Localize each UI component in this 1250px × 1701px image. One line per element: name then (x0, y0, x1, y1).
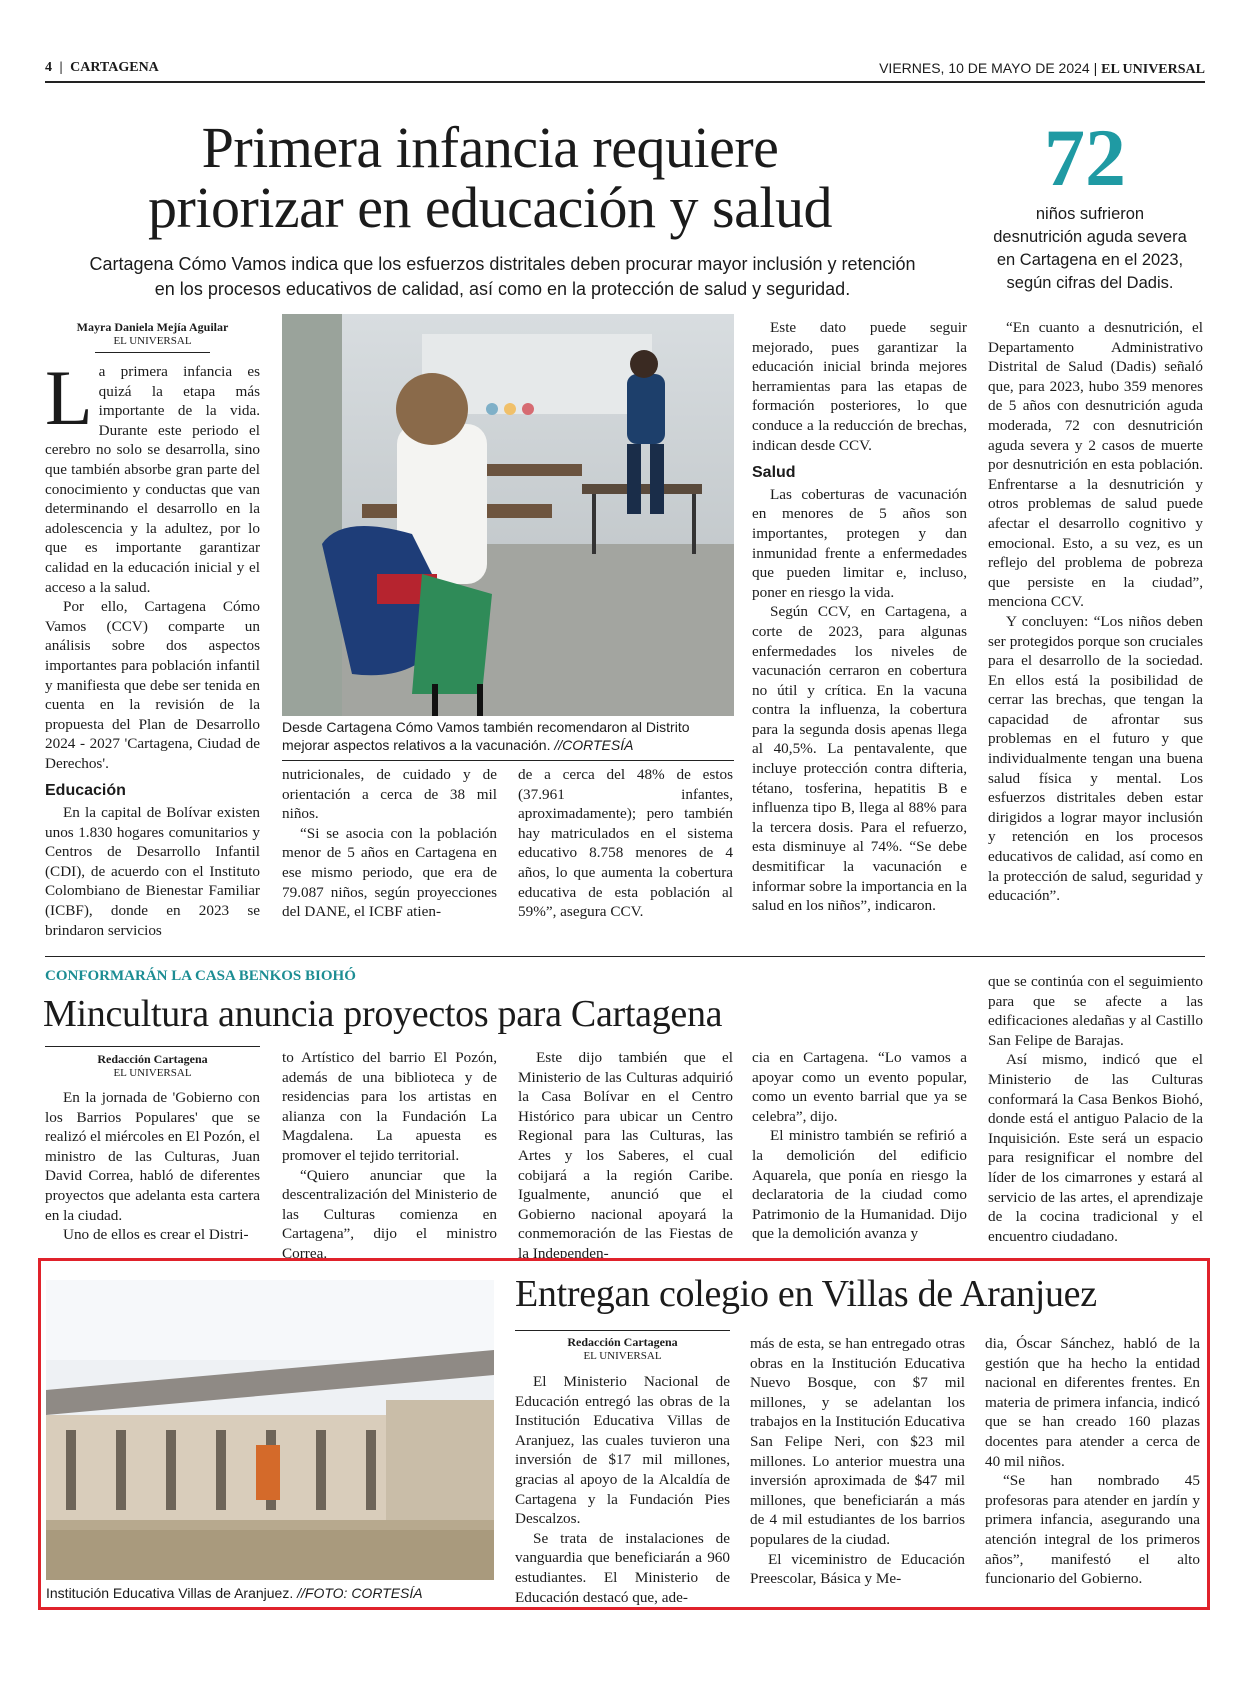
paragraph: cia en Cartagena. “Lo vamos a apoyar como un evento popular, como un evento barrial que ya se celebra”, dijo. (752, 1049, 967, 1125)
paragraph: El Ministerio Nacional de Educación entregó las obras de la Institución Educativa Villas de Aranjuez, las cuales tuvieron una inversión de $17 mil millones, gracias al apoyo de la Alcaldía de Cartagena y la Fundación Pies Descalzos. (515, 1373, 730, 1528)
byline-author: Redacción Cartagena (97, 1052, 208, 1066)
subhead-salud: Salud (752, 464, 796, 482)
byline-author: Mayra Daniela Mejía Aguilar (76, 320, 229, 334)
article3-column-1 (515, 1372, 730, 1607)
section-rule (45, 956, 1205, 957)
paragraph: que se continúa con el seguimiento para que se afecte a las edificaciones aledañas y al Castillo San Felipe de Barajas. (988, 973, 1203, 1049)
stat-text: niños sufrieron desnutrición aguda severa en Cartagena en el 2023, según cifras del Dadis. (993, 205, 1187, 292)
caption-rule (282, 760, 734, 761)
paragraph: to Artístico del barrio El Pozón, además de una biblioteca y de residencias para los artistas en alianza con la Fundación La Magdalena. La apuesta es promover el tejido territorial. (282, 1049, 497, 1164)
article1-deck (40, 252, 965, 302)
byline-author: Redacción Cartagena (567, 1335, 678, 1349)
caption-text: Institución Educativa Villas de Aranjuez. (46, 1585, 294, 1601)
article1-column-1 (45, 354, 260, 940)
paper-name: EL UNIVERSAL (1101, 62, 1205, 77)
byline-rule (95, 352, 210, 353)
classroom-photo (282, 314, 734, 716)
paragraph: Este dijo también que el Ministerio de las Culturas adquirió la Casa Bolívar en el Centro Histórico para ubicar un Centro Regional para las Culturas, las Artes y los Saberes, el cual cobijará a la región Caribe. Igualmente, anunció que el Gobierno nacional apoyará la conmemoración de las Fiestas de la Independen- (518, 1049, 733, 1262)
article3-headline: Entregan colegio en Villas de Aranjuez (515, 1273, 1097, 1315)
paragraph: dia, Óscar Sánchez, habló de la gestión que ha hecho la entidad nacional en diferentes frentes. En materia de primera infancia, indicó que se han creado 160 plazas docentes para atender a cerca de 40 mil niños. (985, 1335, 1200, 1470)
article2-column-4 (752, 1048, 967, 1244)
header-separator-2: | (1093, 60, 1098, 76)
article3-byline (515, 1335, 730, 1362)
byline-rule (45, 1046, 260, 1047)
paragraph: En la jornada de 'Gobierno con los Barrios Populares' que se realizó el miércoles en El Pozón, el ministro de las Culturas, Juan David Correa, habló de diferentes proyectos que adelanta esta cartera en la ciudad. (45, 1089, 260, 1224)
paragraph: “En cuanto a desnutrición, el Departamento Administrativo Distrital de Salud (Dadis) señaló que, para 2023, hubo 359 menores de 5 años con desnutrición aguda moderada, 72 con desnutrición aguda severa y 2 casos de muerte por desnutrición en esta población. Enfrentarse a la desnutrición y otros problemas de salud puede afectar el desarrollo cognitivo y emocional. Esto, a su vez, es un reflejo del problema de pobreza que persiste en la ciudad”, menciona CCV. (988, 319, 1203, 611)
header-separator: | (59, 60, 63, 75)
article2-column-2 (282, 1048, 497, 1264)
article1-column-3 (518, 765, 733, 922)
paragraph: de a cerca del 48% de estos (37.961 infantes, aproximadamente); pero también hay matriculados en el sistema educativo 8.758 menores de 4 años, lo que aumenta la cobertura educativa de esta población al 59%”, asegura CCV. (518, 766, 733, 921)
drop-cap: L (45, 354, 93, 441)
school-photo-caption (46, 1584, 494, 1602)
article1-headline (40, 115, 940, 240)
deck-line-1: Cartagena Cómo Vamos indica que los esfuerzos distritales deben procurar mayor inclusión y retención (89, 254, 916, 274)
paragraph: En la capital de Bolívar existen unos 1.830 hogares comunitarios y Centros de Desarrollo Infantil (CDI), de acuerdo con el Instituto Colombiano de Bienestar Familiar (ICBF), donde en 2023 se brindaron servicios (45, 804, 260, 939)
paragraph: “Se han nombrado 45 profesoras para atender en jardín y primera infancia, asegurando una atención integral de los primeros años”, manifestó el alto funcionario del Gobierno. (985, 1472, 1200, 1588)
paragraph: Y concluyen: “Los niños deben ser protegidos porque son cruciales para el desarrollo de la sociedad. En ellos está la posibilidad de cerrar las brechas, que tengan la capacidad de afrontar sus problemas en el futuro y que individualmente tengan una buena salud física y mental. Los esfuerzos distritales deben estar dirigidos a lograr mayor inclusión y retención en los procesos educativos de calidad, así como en la protección de salud, seguridad y educación”. (988, 612, 1203, 905)
paragraph: Así mismo, indicó que el Ministerio de las Culturas conformará la Casa Benkos Biohó, donde está el antiguo Palacio de la Inquisición. Este será un espacio para resignificar el nombre del líder de los cimarrones y estará al servicio de las artes, el aprendizaje de la cocina tradicional y el encuentro ciudadano. (988, 1051, 1203, 1245)
article2-column-1 (45, 1088, 260, 1245)
article1-column-4 (752, 318, 967, 916)
article3-column-2 (750, 1334, 965, 1589)
header-right (879, 60, 1205, 78)
paragraph: Las coberturas de vacunación en menores de 5 años son importantes, protegen y dan inmunidad frente a enfermedades que pueden limitar e, incluso, poner en riesgo la vida. (752, 485, 967, 601)
article3-column-3 (985, 1334, 1200, 1589)
paragraph: El viceministro de Educación Preescolar, Básica y Me- (750, 1550, 965, 1588)
issue-date: VIERNES, 10 DE MAYO DE 2024 (879, 60, 1090, 76)
paragraph: El ministro también se refirió a la demolición del edificio Aquarela, que ponía en riesgo la declaratoria de la ciudad como Patrimonio de la Humanidad. Dijo que la demolición avanza y (752, 1127, 967, 1243)
byline-org: EL UNIVERSAL (583, 1350, 662, 1362)
school-photo-image (46, 1280, 494, 1580)
school-photo (46, 1280, 494, 1580)
article2-headline: Mincultura anuncia proyectos para Cartagena (43, 993, 723, 1035)
section-name: CARTAGENA (70, 60, 159, 75)
photo-credit: //FOTO: CORTESÍA (297, 1585, 423, 1601)
paragraph: “Quiero anunciar que la descentralización del Ministerio de las Culturas comienza en Cartagena”, dijo el ministro Correa. (282, 1166, 497, 1262)
byline-org: EL UNIVERSAL (113, 335, 192, 347)
header-rule (45, 81, 1205, 83)
article1-byline (45, 320, 260, 347)
paragraph: más de esta, se han entregado otras obras en la Institución Educativa Nuevo Bosque, con $7 mil millones, y se adelantan los trabajos en la Institución Educativa San Felipe Neri, con $23 mil millones. Lo anterior muestra una inversión aproximada de $47 mil millones, que beneficiarán a más de 4 mil estudiantes de los barrios populares de la ciudad. (750, 1335, 965, 1548)
lead-paragraph (45, 354, 260, 597)
paragraph: Por ello, Cartagena Cómo Vamos (CCV) comparte un análisis sobre dos aspectos importantes para población infantil y manifiesta que debe ser tenida en cuenta en la revisión de la propuesta del Plan de Desarrollo 2024 - 2027 'Cartagena, Ciudad de Derechos'. (45, 598, 260, 772)
paragraph: Según CCV, en Cartagena, a corte de 2023, para algunas enfermedades los niveles de vacunación cerraron en cobertura no útil y crítica. En la vacuna contra la influenza, la cobertura para la segunda dosis apenas llega al 40,5%. La pentavalente, que incluye protección contra difteria, tétano, tosferina, hepatitis B e influenza tipo B, llega al 88% para la tercera dosis. Para el refuerzo, esta disminuye al 74%. “Se debe desmitificar la vacunación e informar sobre la importancia en la salud en los niños”, indicaron. (752, 603, 967, 915)
lead-text: a primera infancia es quizá la etapa más importante de la vida. Durante este periodo el cerebro no solo se desarrolla, sino que también absorbe gran parte del conocimiento y conductas que van determinando el desarrollo en la adolescencia y la adultez, por lo que es importante garantizar calidad en la educación inicial y el acceso a la salud. (45, 363, 260, 596)
page-number: 4 (45, 60, 52, 75)
headline-line-1: Primera infancia requiere (201, 115, 779, 180)
classroom-photo-caption (282, 718, 734, 754)
classroom-photo-image (282, 314, 734, 716)
subhead-educacion: Educación (45, 782, 126, 800)
deck-line-2: en los procesos educativos de calidad, así como en la protección de salud y seguridad. (154, 279, 851, 299)
article2-column-5 (988, 972, 1203, 1246)
byline-org: EL UNIVERSAL (113, 1067, 192, 1079)
stat-number: 72 (1044, 112, 1126, 203)
paragraph: Este dato puede seguir mejorado, pues garantizar la educación inicial brinda mejores herramientas para las etapas de formación posteriores, lo que conduce a la reducción de brechas, indican desde CCV. (752, 319, 967, 454)
article1-column-5 (988, 318, 1203, 906)
page-header (45, 60, 1205, 80)
paragraph: Uno de ellos es crear el Distri- (63, 1226, 249, 1244)
byline-rule (515, 1330, 730, 1331)
article2-byline (45, 1052, 260, 1079)
article2-column-3 (518, 1048, 733, 1264)
paragraph: “Si se asocia con la población menor de 5 años en Cartagena en ese mismo periodo, que era de 79.087 niños, según proyecciones del DANE, el ICBF atien- (282, 824, 497, 921)
article1-column-2 (282, 765, 497, 922)
paragraph: Se trata de instalaciones de vanguardia que beneficiarán a 960 estudiantes. El Ministerio de Educación destacó que, ade- (515, 1529, 730, 1606)
article2-kicker: CONFORMARÁN LA CASA BENKOS BIOHÓ (45, 968, 356, 984)
photo-credit: //CORTESÍA (554, 737, 634, 753)
paragraph: nutricionales, de cuidado y de orientación a cerca de 38 mil niños. (282, 766, 497, 823)
caption-text: Desde Cartagena Cómo Vamos también recomendaron al Distrito mejorar aspectos relativos a la vacunación. (282, 719, 690, 753)
headline-line-2: priorizar en educación y salud (148, 175, 832, 240)
